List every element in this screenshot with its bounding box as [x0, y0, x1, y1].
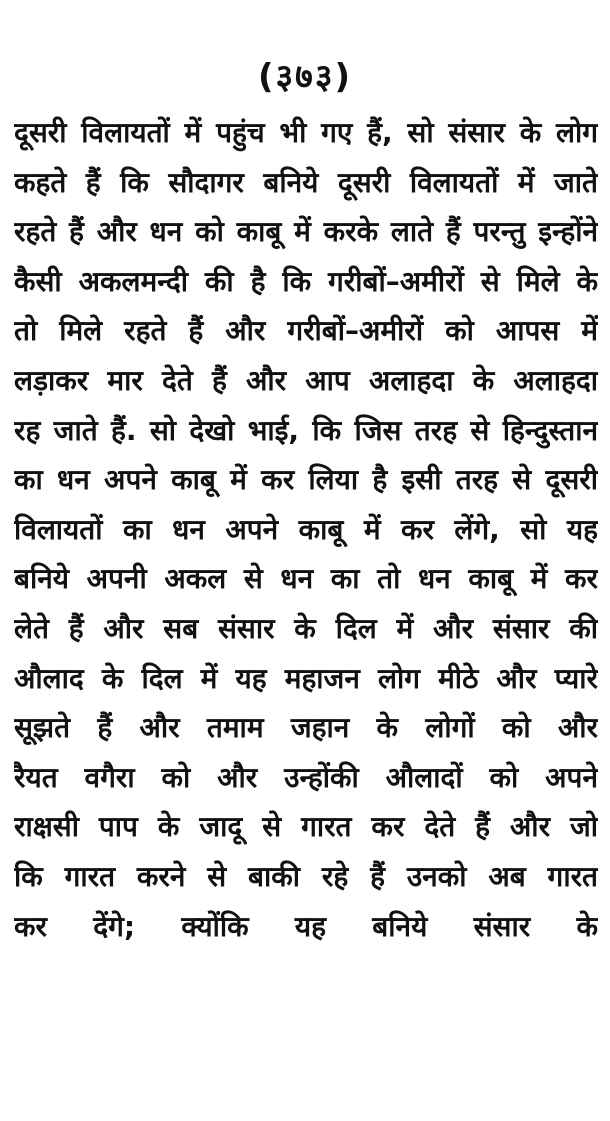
body-text: [14, 108, 598, 951]
text-line: का धन अपने काबू में कर लिया है इसी तरह से दूसरी: [14, 463, 598, 497]
text-line: विलायतों का धन अपने काबू में कर लेंगे, सो यह: [14, 512, 598, 546]
text-line: लेते हैं और सब संसार के दिल में और संसार की: [14, 611, 598, 645]
text-line: लड़ाकर मार देते हैं और आप अलाहदा के अलाहदा: [14, 363, 598, 397]
page-number: (३७३): [257, 57, 353, 97]
text-line: कहते हैं कि सौदागर बनिये दूसरी विलायतों में जाते: [14, 165, 598, 199]
text-line: बनिये अपनी अकल से धन का तो धन काबू में कर: [14, 562, 598, 596]
text-line: रैयत वगैरा को और उन्होंकी औलादों को अपने: [14, 760, 598, 794]
text-line: औलाद के दिल में यह महाजन लोग मीठे और प्यारे: [14, 661, 598, 695]
text-line: दूसरी विलायतों में पहुंच भी गए हैं, सो संसार के लोग: [14, 116, 598, 149]
text-line: सूझते हैं और तमाम जहान के लोगों को और: [14, 711, 598, 745]
text-line: रह जाते हैं. सो देखो भाई, कि जिस तरह से हिन्दुस्तान: [14, 413, 598, 447]
text-line: कर देंगे; क्योंकि यह बनिये संसार के: [14, 909, 598, 943]
text-line: राक्षसी पाप के जादू से गारत कर देते हैं और जो: [14, 810, 598, 844]
text-line: कैसी अकलमन्दी की है कि गरीबों–अमीरों से मिले के: [14, 264, 598, 298]
text-line: कि गारत करने से बाकी रहे हैं उनको अब गारत: [14, 859, 598, 893]
text-line: रहते हैं और धन को काबू में करके लाते हैं परन्तु इन्होंने: [14, 215, 598, 249]
text-line: तो मिले रहते हैं और गरीबों–अमीरों को आपस में: [14, 314, 598, 348]
